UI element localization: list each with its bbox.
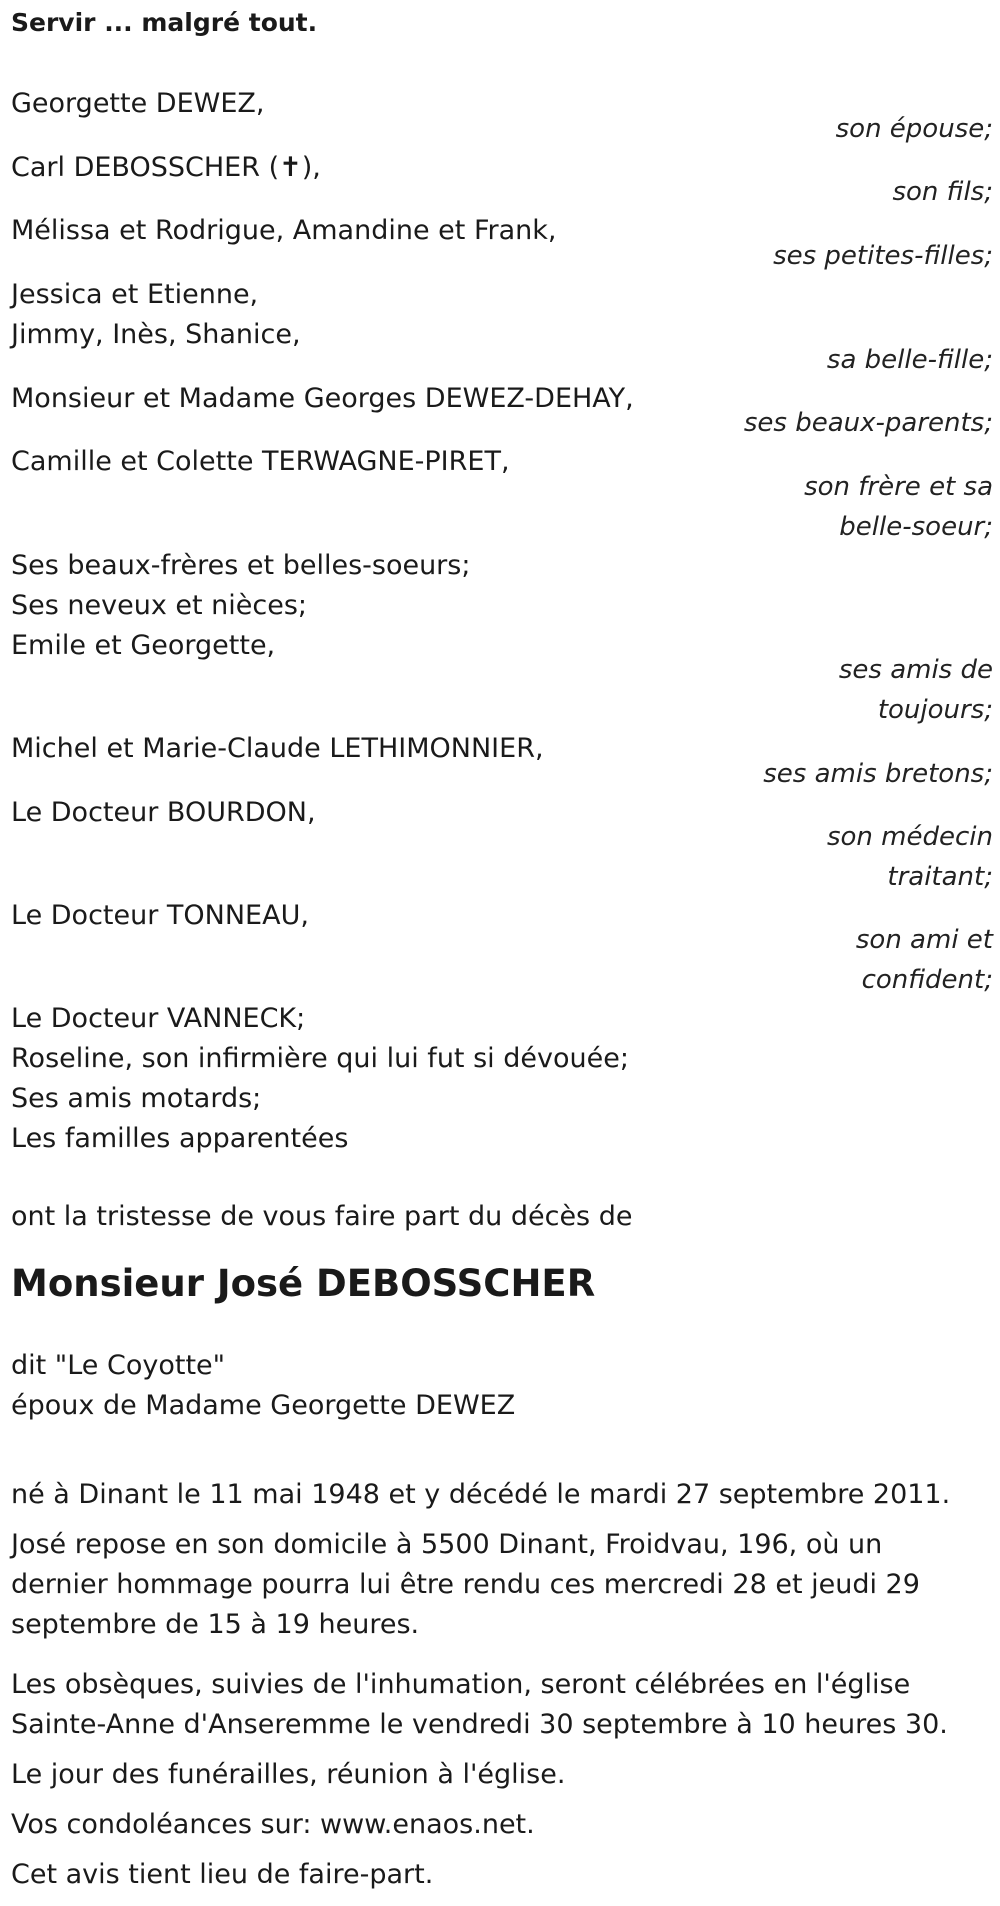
relationship-label: ses amis de (838, 655, 993, 685)
family-line: Carl DEBOSSCHER (✝), (11, 152, 321, 183)
viewing-paragraph: José repose en son domicile à 5500 Dinant, Froidvau, 196, où un dernier hommage pourra lui être rendu ces mercredi 28 et jeudi 29 septembre de 15 à 19 heures. (11, 1529, 920, 1640)
relationship-label: son fils; (892, 177, 993, 207)
family-line: Le Docteur VANNECK; (11, 1003, 306, 1034)
spouse-line: époux de Madame Georgette DEWEZ (11, 1390, 516, 1421)
family-line: Monsieur et Madame Georges DEWEZ-DEHAY, (11, 383, 634, 414)
relationship-label: son médecin (826, 822, 993, 852)
notice-paragraph: Cet avis tient lieu de faire-part. (11, 1859, 434, 1890)
family-line: Jessica et Etienne, (11, 279, 259, 310)
meeting-paragraph: Le jour des funérailles, réunion à l'église. (11, 1759, 566, 1790)
relationship-label: traitant; (887, 862, 993, 892)
family-line: Roseline, son infirmière qui lui fut si dévouée; (11, 1043, 629, 1074)
funeral-paragraph: Les obsèques, suivies de l'inhumation, seront célébrées en l'église Sainte-Anne d'Anseremme le vendredi 30 septembre à 10 heures 30. (11, 1669, 948, 1740)
header-title: Servir ... malgré tout. (11, 8, 318, 37)
family-line: Jimmy, Inès, Shanice, (11, 319, 301, 350)
relationship-label: belle-soeur; (839, 512, 993, 542)
family-line: Mélissa et Rodrigue, Amandine et Frank, (11, 215, 557, 246)
relationship-label: son épouse; (835, 114, 993, 144)
family-line: Georgette DEWEZ, (11, 88, 265, 119)
family-line: Ses neveux et nièces; (11, 590, 308, 621)
condolences-paragraph: Vos condoléances sur: www.enaos.net. (11, 1809, 535, 1840)
family-line: Le Docteur TONNEAU, (11, 900, 309, 931)
relationship-label: confident; (861, 965, 993, 995)
announcement-text: ont la tristesse de vous faire part du décès de (11, 1201, 633, 1232)
family-line: Michel et Marie-Claude LETHIMONNIER, (11, 733, 544, 764)
relationship-label: ses petites-filles; (773, 241, 993, 271)
family-line: Camille et Colette TERWAGNE-PIRET, (11, 446, 510, 477)
family-line: Le Docteur BOURDON, (11, 797, 316, 828)
family-line: Ses amis motards; (11, 1083, 262, 1114)
family-line: Les familles apparentées (11, 1123, 349, 1154)
relationship-label: son ami et (855, 925, 993, 955)
family-line: Ses beaux-frères et belles-soeurs; (11, 550, 471, 581)
relationship-label: ses beaux-parents; (743, 408, 993, 438)
relationship-label: toujours; (877, 695, 993, 725)
relationship-label: ses amis bretons; (763, 759, 993, 789)
relationship-label: sa belle-fille; (826, 345, 993, 375)
deceased-name: Monsieur José DEBOSSCHER (11, 1262, 596, 1305)
birth-death-paragraph: né à Dinant le 11 mai 1948 et y décédé le mardi 27 septembre 2011. (11, 1479, 951, 1510)
relationship-label: son frère et sa (804, 472, 993, 502)
nickname-line: dit "Le Coyotte" (11, 1350, 226, 1381)
family-line: Emile et Georgette, (11, 630, 276, 661)
